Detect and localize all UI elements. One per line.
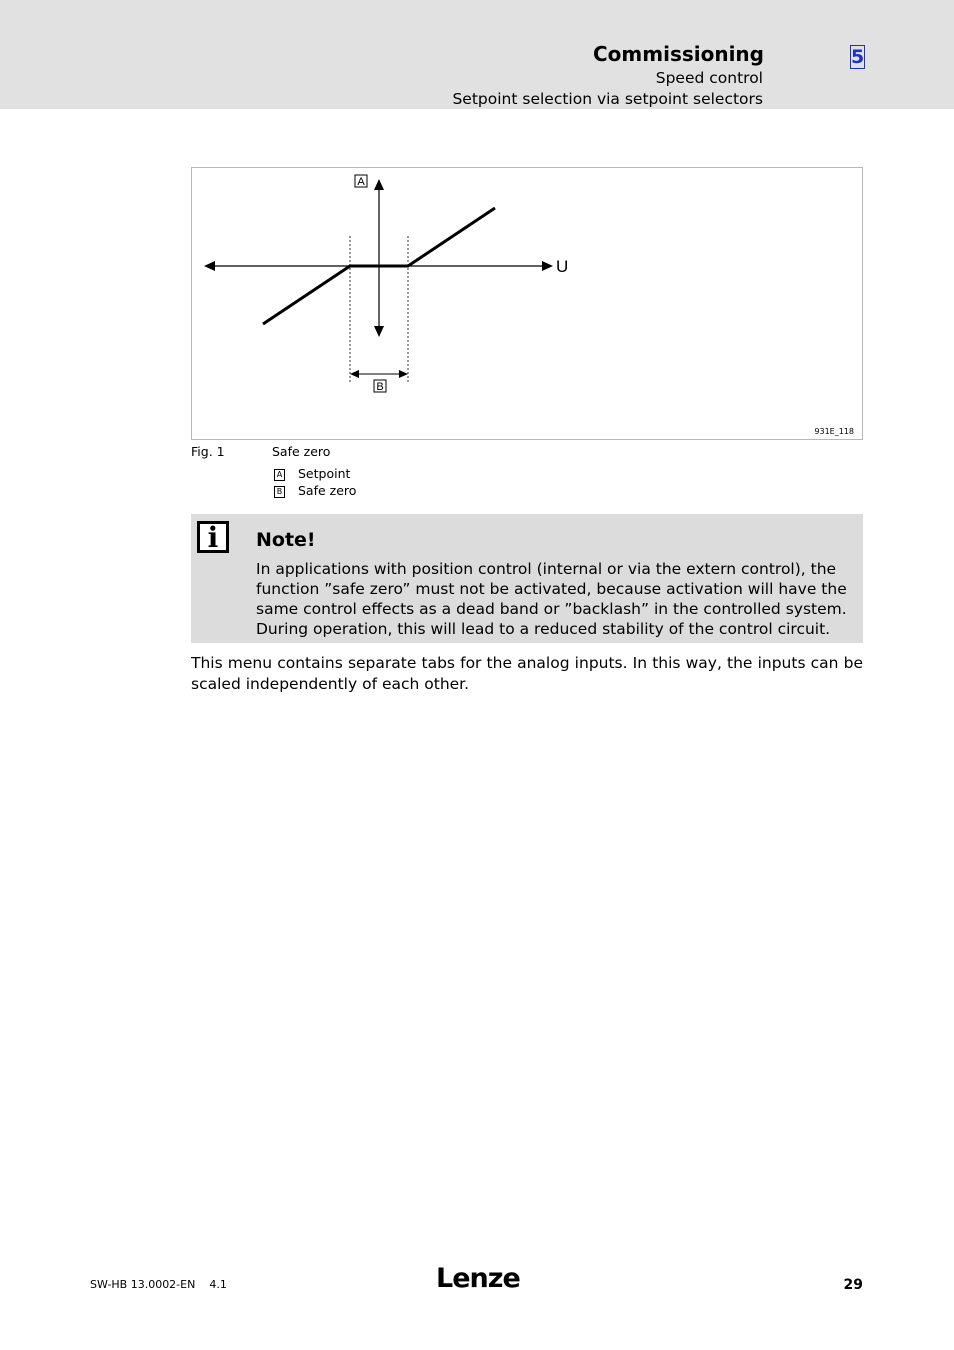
setpoint-axis-up-arrow [374, 179, 384, 190]
legend-item-setpoint [274, 466, 350, 481]
legend-item-safe-zero [274, 483, 356, 498]
chapter-title: Commissioning [592, 42, 764, 66]
figure-code: 931E_118 [814, 427, 854, 436]
footer-document-id [90, 1278, 227, 1291]
legend-text-safe-zero: Safe zero [298, 483, 357, 498]
page-number: 29 [843, 1277, 863, 1293]
body-paragraph: This menu contains separate tabs for the analog inputs. In this way, the inputs can be scaled independently of each other. [191, 654, 863, 693]
u-axis-right-arrow [542, 261, 553, 271]
note-title: Note! [256, 529, 316, 551]
label-a: A [357, 176, 365, 188]
lenze-logo: Lenze [436, 1263, 520, 1294]
note-box [191, 514, 863, 643]
info-icon: i [197, 521, 229, 553]
legend-key-a: A [274, 469, 285, 481]
subsection-title: Setpoint selection via setpoint selectors [452, 90, 763, 108]
footer-doc-number: SW-HB 13.0002-EN [90, 1278, 196, 1291]
label-b: B [376, 381, 384, 393]
u-axis-label: U [556, 257, 569, 276]
figure-caption-text: Safe zero [272, 444, 331, 459]
dead-band-right-arrow [399, 370, 408, 378]
note-text: In applications with position control (internal or via the extern control), the function ”safe zero” must not be activated, because activation will have the same control effects as a dead band or ”backlash” in the controlled system. During operation, this will lead to a reduced stability of the control circuit. [256, 560, 847, 638]
legend-text-setpoint: Setpoint [298, 466, 351, 481]
chapter-number-link[interactable]: 5 [851, 46, 865, 68]
footer-version: 4.1 [209, 1278, 227, 1291]
legend-key-b: B [274, 486, 285, 498]
dead-band-left-arrow [350, 370, 359, 378]
setpoint-axis-down-arrow [374, 326, 384, 337]
section-title: Speed control [655, 69, 763, 87]
figure-caption-label: Fig. 1 [191, 444, 225, 459]
safe-zero-diagram [192, 168, 864, 441]
u-axis-left-arrow [204, 261, 215, 271]
safe-zero-figure [191, 167, 863, 440]
